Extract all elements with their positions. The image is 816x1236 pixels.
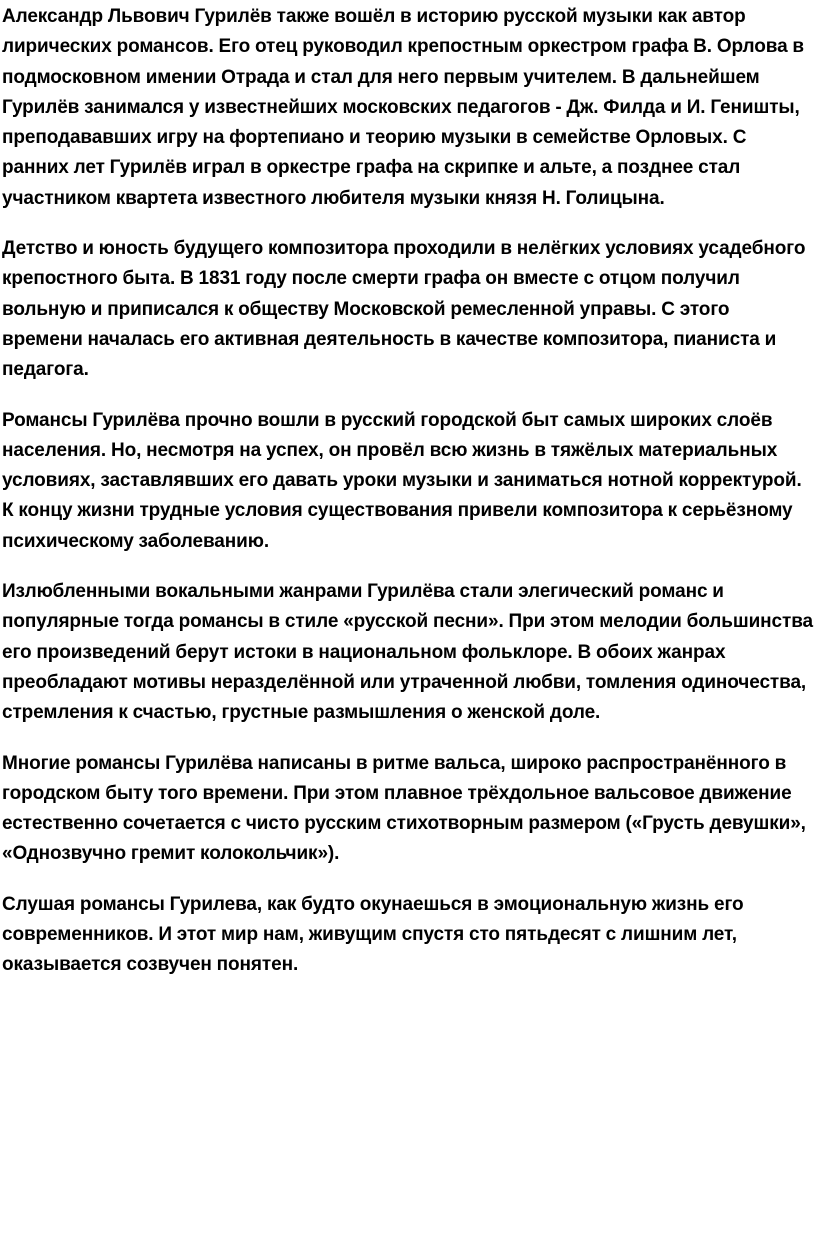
paragraph-biography-intro: Александр Львович Гурилёв также вошёл в историю русской музыки как автор лирических романсов. Его отец руководил крепостным оркестром графа В. Орлова в подмосковном имении Отрада и стал для него первым учителем. В дальнейшем Гурилёв занимался у известнейших московских педагогов - Дж. Филда и И. Геништы, преподававших игру на фортепиано и теорию музыки в семействе Орловых. С ранних лет Гурилёв играл в оркестре графа на скрипке и альте, а позднее стал участником квартета известного любителя музыки князя Н. Голицына. bbox=[2, 6, 805, 209]
paragraph-vocal-genres: Излюбленными вокальными жанрами Гурилёва стали элегический романс и популярные тогда романсы в стиле «русской песни». При этом мелодии большинства его произведений берут истоки в национальном фольклоре. В обоих жанрах преобладают мотивы неразделённой или утраченной любви, томления одиночества, стремления к счастью, грустные размышления о женской доле. bbox=[2, 581, 813, 724]
paragraph-waltz-rhythm: Многие романсы Гурилёва написаны в ритме вальса, широко распространённого в городском быту того времени. При этом плавное трёхдольное вальсовое движение естественно сочетается с чисто русским стихотворным размером («Грусть девушки», «Однозвучно гремит колокольчик»). bbox=[2, 752, 806, 865]
paragraph-conclusion: Слушая романсы Гурилева, как будто окунаешься в эмоциональную жизнь его современников. И этот мир нам, живущим спустя сто пятьдесят с лишним лет, оказывается созвучен понятен. bbox=[2, 893, 744, 976]
paragraph-romances-life: Романсы Гурилёва прочно вошли в русский городской быт самых широких слоёв населения. Но, несмотря на успех, он провёл всю жизнь в тяжёлых материальных условиях, заставлявших его давать уроки музыки и заниматься нотной корректурой. К концу жизни трудные условия существования привели композитора к серьёзному психическому заболеванию. bbox=[2, 409, 802, 552]
paragraph-childhood: Детство и юность будущего композитора проходили в нелёгких условиях усадебного крепостного быта. В 1831 году после смерти графа он вместе с отцом получил вольную и приписался к обществу Московской ремесленной управы. С этого времени началась его активная деятельность в качестве композитора, пианиста и педагога. bbox=[2, 238, 806, 381]
